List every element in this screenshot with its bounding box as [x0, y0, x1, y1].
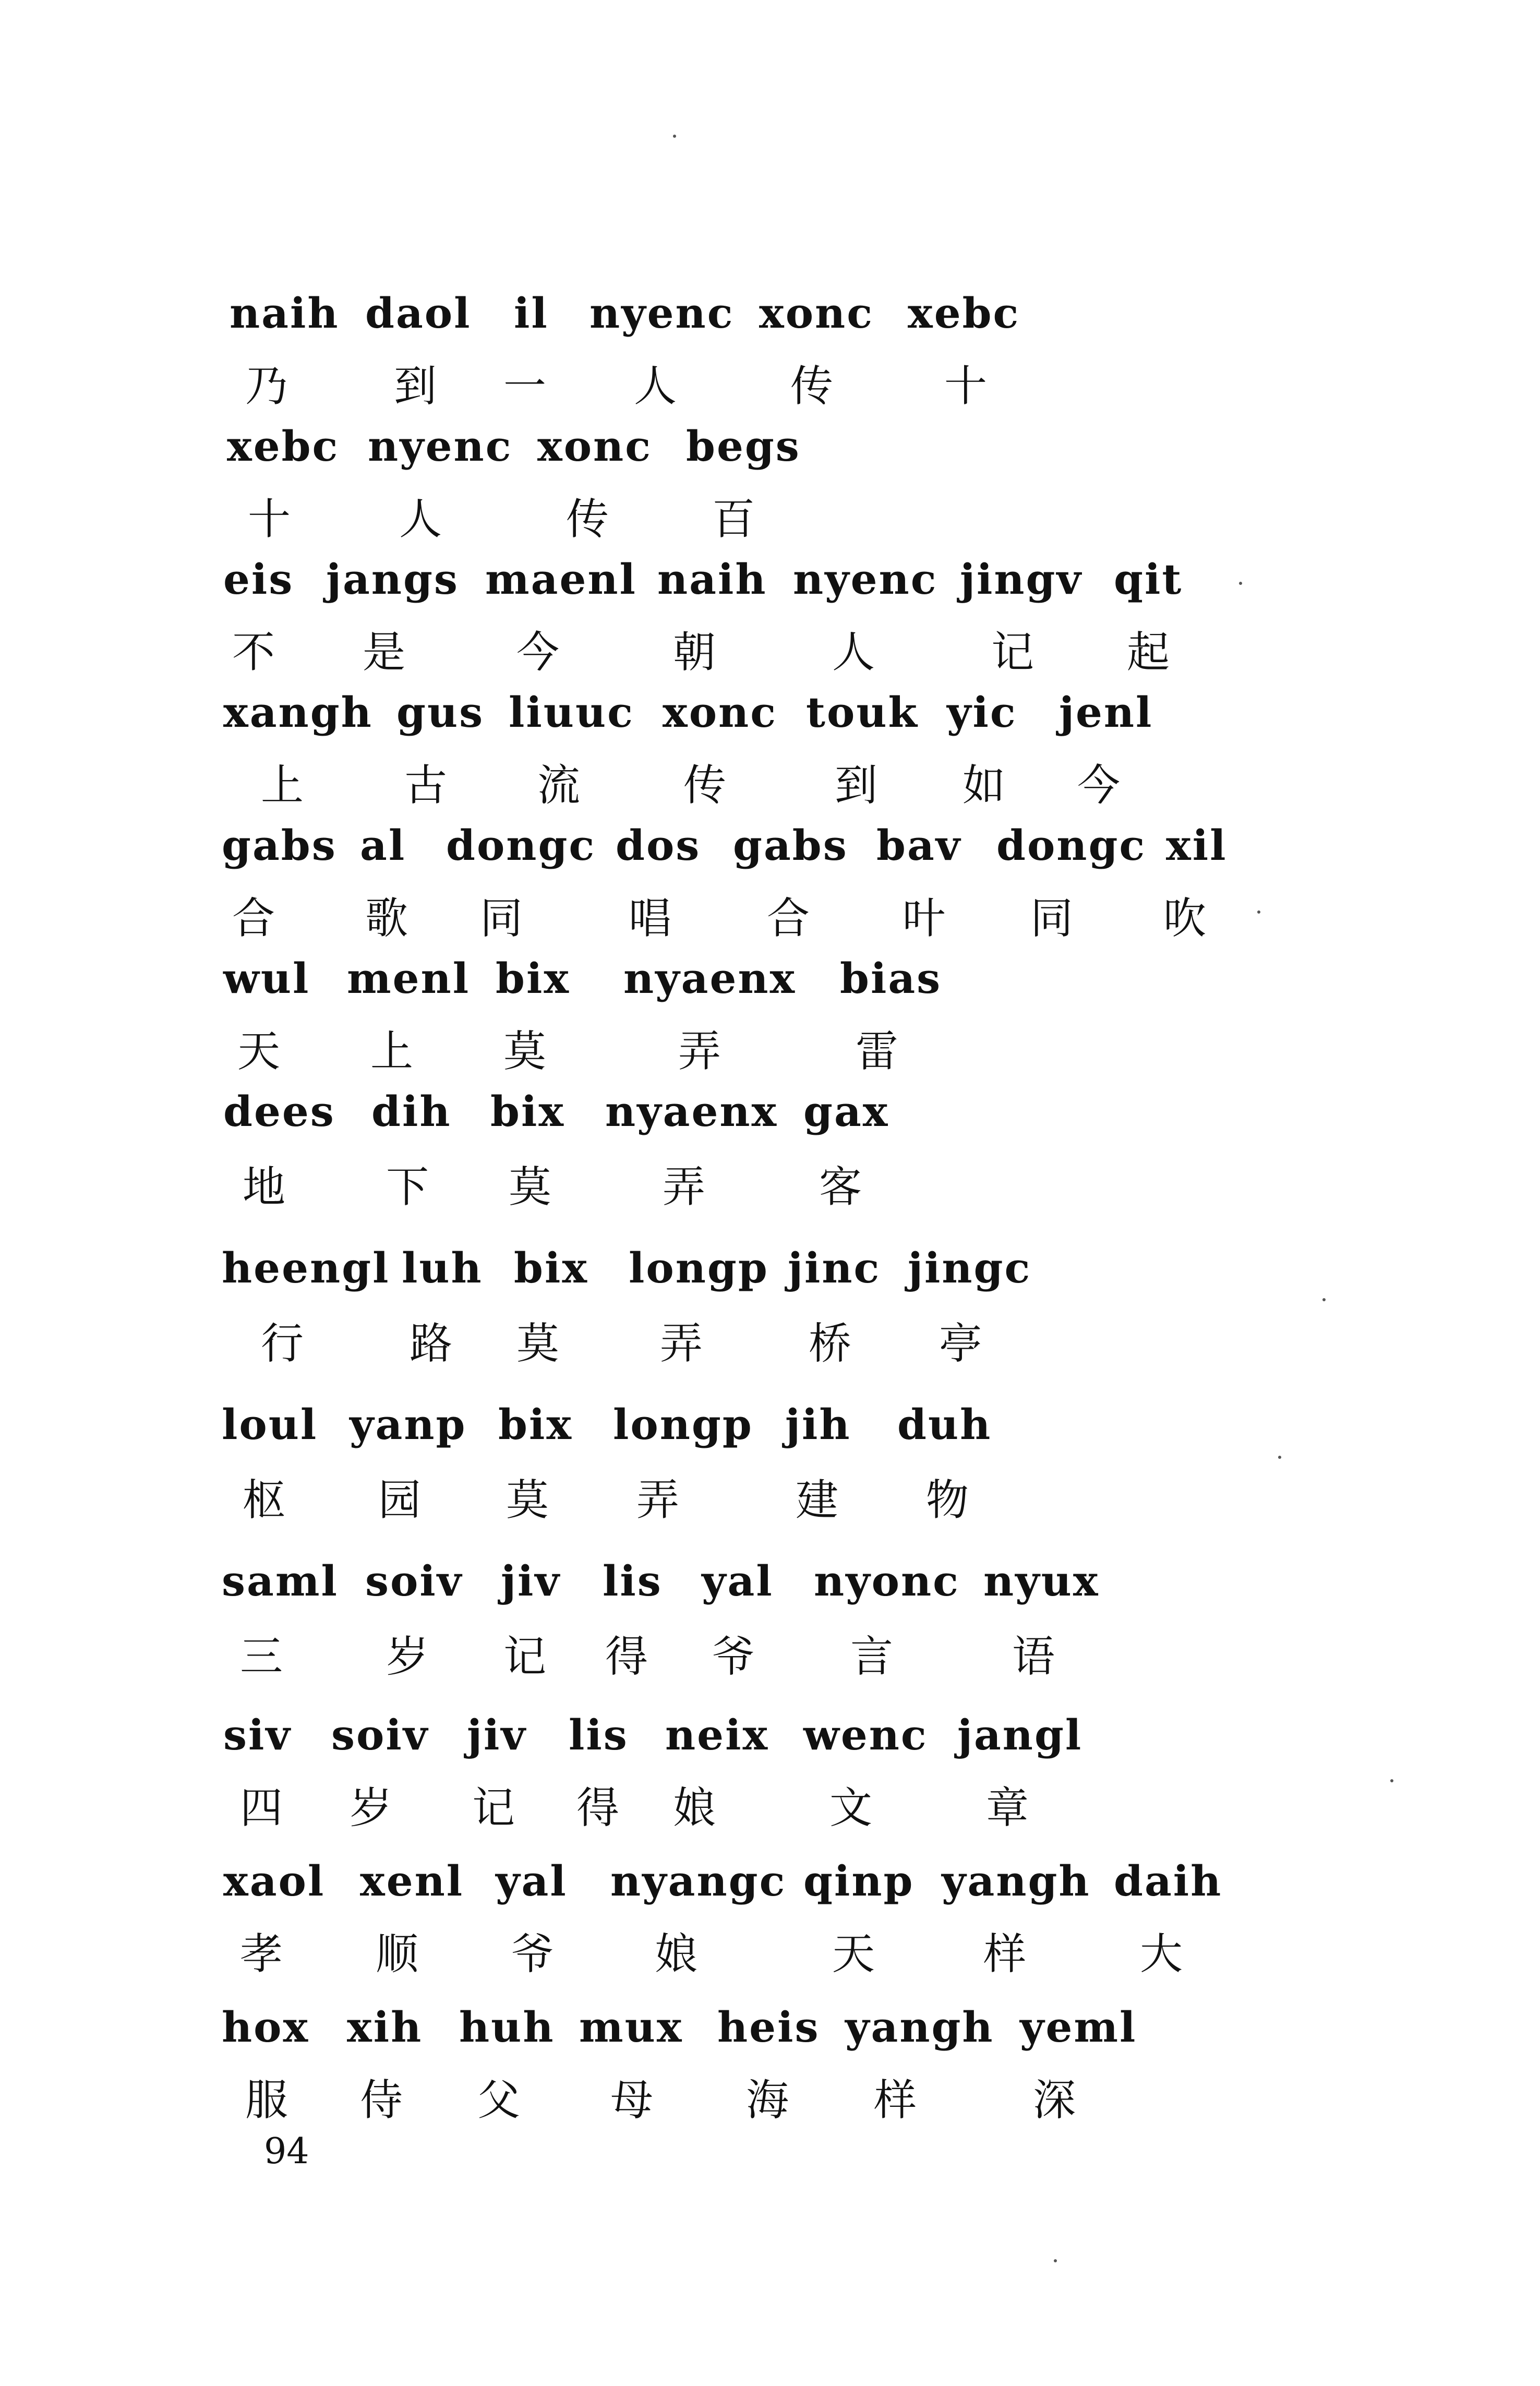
chinese-character: 同 — [480, 894, 523, 943]
romanized-word: naih — [230, 289, 340, 338]
chinese-character: 记 — [472, 1783, 515, 1833]
romanized-word: jiv — [501, 1556, 561, 1605]
romanized-word: nyaenx — [623, 954, 797, 1003]
romanized-word: dongc — [446, 821, 596, 870]
chinese-character: 莫 — [506, 1476, 549, 1525]
chinese-character: 深 — [1033, 2076, 1076, 2125]
romanized-word: bix — [496, 954, 571, 1003]
chinese-character: 一 — [503, 362, 547, 411]
chinese-character: 朝 — [673, 628, 716, 677]
romanized-word: wul — [223, 954, 310, 1003]
chinese-character: 同 — [1030, 894, 1074, 943]
chinese-character: 今 — [1077, 761, 1121, 810]
chinese-character: 样 — [983, 1929, 1027, 1979]
chinese-character: 园 — [378, 1476, 422, 1525]
romanized-word: il — [514, 289, 549, 338]
chinese-character: 人 — [634, 362, 677, 411]
romanized-word: bix — [490, 1087, 566, 1136]
chinese-character: 娘 — [655, 1929, 698, 1979]
chinese-character: 章 — [986, 1783, 1029, 1833]
chinese-character: 流 — [537, 761, 581, 810]
romanized-word: xonc — [663, 688, 777, 737]
romanized-word: nyenc — [793, 555, 938, 604]
chinese-character: 合 — [232, 894, 275, 943]
chinese-character: 记 — [503, 1632, 547, 1682]
chinese-character: 弄 — [636, 1476, 680, 1525]
romanized-word: heengl — [222, 1243, 390, 1292]
chinese-character: 到 — [835, 761, 878, 810]
chinese-character: 路 — [410, 1319, 453, 1369]
chinese-character: 不 — [232, 628, 275, 677]
romanized-word: gus — [396, 688, 485, 737]
romanized-word: lis — [603, 1556, 663, 1605]
romanized-word: nyangc — [610, 1856, 787, 1905]
chinese-character: 莫 — [509, 1162, 552, 1212]
chinese-character: 海 — [746, 2076, 789, 2125]
chinese-character: 岁 — [386, 1632, 429, 1682]
chinese-character: 样 — [874, 2076, 917, 2125]
chinese-character: 文 — [829, 1783, 873, 1833]
chinese-character: 人 — [399, 495, 442, 544]
romanized-word: dongc — [996, 821, 1147, 870]
romanized-word: jangl — [957, 1710, 1083, 1759]
romanized-word: maenl — [485, 555, 637, 604]
romanized-word: luh — [402, 1243, 483, 1292]
chinese-character: 是 — [363, 628, 406, 677]
romanized-word: jih — [785, 1400, 851, 1449]
chinese-character: 吹 — [1163, 894, 1207, 943]
chinese-character: 传 — [683, 761, 727, 810]
chinese-character: 唱 — [629, 894, 672, 943]
romanized-word: daih — [1114, 1856, 1223, 1905]
romanized-word: xonc — [537, 422, 652, 471]
chinese-character: 客 — [819, 1162, 862, 1212]
scan-speck — [1054, 2259, 1057, 2262]
romanized-word: al — [360, 821, 406, 870]
chinese-character: 弄 — [660, 1319, 703, 1369]
chinese-character: 孝 — [240, 1929, 283, 1979]
chinese-character: 言 — [850, 1632, 894, 1682]
romanized-word: longp — [629, 1243, 769, 1292]
romanized-word: loul — [222, 1400, 318, 1449]
chinese-character: 上 — [261, 761, 304, 810]
chinese-character: 莫 — [516, 1319, 560, 1369]
romanized-word: gax — [803, 1087, 889, 1136]
romanized-word: jinc — [788, 1243, 881, 1292]
chinese-character: 莫 — [503, 1027, 547, 1076]
chinese-character: 语 — [1012, 1632, 1055, 1682]
chinese-character: 得 — [605, 1632, 648, 1682]
romanized-word: soiv — [331, 1710, 429, 1759]
romanized-word: bix — [498, 1400, 573, 1449]
chinese-character: 亭 — [939, 1319, 982, 1369]
scan-speck — [1322, 1298, 1326, 1301]
scan-speck — [1239, 582, 1242, 585]
romanized-word: dos — [616, 821, 701, 870]
scan-speck — [1257, 910, 1260, 914]
romanized-word: jingc — [908, 1243, 1032, 1292]
romanized-word: nyux — [983, 1556, 1100, 1605]
chinese-character: 地 — [243, 1162, 286, 1212]
chinese-character: 桥 — [809, 1319, 852, 1369]
chinese-character: 顺 — [376, 1929, 419, 1979]
romanized-word: nyaenx — [605, 1087, 778, 1136]
chinese-character: 娘 — [673, 1783, 716, 1833]
chinese-character: 乃 — [245, 362, 288, 411]
chinese-character: 下 — [386, 1162, 429, 1212]
romanized-word: hox — [222, 2003, 310, 2052]
romanized-word: nyenc — [589, 289, 735, 338]
romanized-word: jenl — [1059, 688, 1153, 737]
chinese-character: 传 — [566, 495, 609, 544]
chinese-character: 行 — [261, 1319, 304, 1369]
chinese-character: 母 — [610, 2076, 654, 2125]
chinese-character: 记 — [991, 628, 1034, 677]
romanized-word: nyenc — [368, 422, 513, 471]
romanized-word: xebc — [227, 422, 340, 471]
romanized-word: longp — [613, 1400, 753, 1449]
chinese-character: 古 — [404, 761, 448, 810]
chinese-character: 父 — [477, 2076, 521, 2125]
chinese-character: 百 — [712, 495, 755, 544]
chinese-character: 雷 — [856, 1027, 899, 1076]
romanized-word: xenl — [360, 1856, 464, 1905]
scan-speck — [673, 135, 676, 138]
chinese-character: 大 — [1140, 1929, 1183, 1979]
romanized-word: qinp — [803, 1856, 915, 1905]
romanized-word: saml — [222, 1556, 339, 1605]
romanized-word: bias — [840, 954, 942, 1003]
chinese-character: 建 — [796, 1476, 839, 1525]
chinese-character: 上 — [370, 1027, 414, 1076]
chinese-character: 今 — [516, 628, 560, 677]
chinese-character: 如 — [962, 761, 1006, 810]
romanized-word: liuuc — [509, 688, 634, 737]
romanized-word: xonc — [759, 289, 874, 338]
chinese-character: 爷 — [511, 1929, 555, 1979]
chinese-character: 爷 — [712, 1632, 755, 1682]
romanized-word: yangh — [845, 2003, 994, 2052]
romanized-word: eis — [223, 555, 294, 604]
chinese-character: 物 — [926, 1476, 969, 1525]
romanized-word: duh — [897, 1400, 992, 1449]
chinese-character: 弄 — [663, 1162, 706, 1212]
chinese-character: 得 — [576, 1783, 620, 1833]
romanized-word: touk — [806, 688, 919, 737]
chinese-character: 四 — [240, 1783, 283, 1833]
romanized-word: dees — [223, 1087, 335, 1136]
romanized-word: huh — [459, 2003, 555, 2052]
romanized-word: jingv — [960, 555, 1082, 604]
chinese-character: 天 — [832, 1929, 875, 1979]
romanized-word: neix — [665, 1710, 769, 1759]
romanized-word: yic — [947, 688, 1017, 737]
romanized-word: bix — [514, 1243, 589, 1292]
chinese-character: 传 — [790, 362, 834, 411]
romanized-word: xih — [347, 2003, 423, 2052]
romanized-word: qit — [1114, 555, 1183, 604]
chinese-character: 三 — [240, 1632, 283, 1682]
chinese-character: 到 — [394, 362, 437, 411]
romanized-word: yal — [496, 1856, 568, 1905]
romanized-word: xangh — [223, 688, 373, 737]
romanized-word: xil — [1166, 821, 1228, 870]
romanized-word: gabs — [222, 821, 337, 870]
romanized-word: wenc — [803, 1710, 928, 1759]
romanized-word: naih — [657, 555, 767, 604]
chinese-character: 侍 — [360, 2076, 403, 2125]
chinese-character: 叶 — [903, 894, 946, 943]
chinese-character: 天 — [237, 1027, 281, 1076]
chinese-character: 合 — [767, 894, 810, 943]
chinese-character: 人 — [832, 628, 875, 677]
romanized-word: siv — [223, 1710, 292, 1759]
romanized-word: yangh — [942, 1856, 1091, 1905]
page-number: 94 — [264, 2131, 309, 2172]
romanized-word: nyonc — [814, 1556, 960, 1605]
romanized-word: jiv — [467, 1710, 527, 1759]
romanized-word: dih — [371, 1087, 452, 1136]
scan-speck — [1278, 1456, 1281, 1459]
romanized-word: xaol — [223, 1856, 326, 1905]
romanized-word: soiv — [365, 1556, 463, 1605]
chinese-character: 服 — [245, 2076, 288, 2125]
romanized-word: menl — [347, 954, 471, 1003]
chinese-character: 岁 — [350, 1783, 393, 1833]
romanized-word: daol — [365, 289, 472, 338]
romanized-word: jangs — [326, 555, 459, 604]
romanized-word: yal — [702, 1556, 774, 1605]
chinese-character: 十 — [248, 495, 291, 544]
chinese-character: 弄 — [678, 1027, 721, 1076]
scan-speck — [1390, 1779, 1393, 1782]
chinese-character: 枢 — [243, 1476, 286, 1525]
romanized-word: mux — [579, 2003, 683, 2052]
chinese-character: 起 — [1127, 628, 1170, 677]
chinese-character: 歌 — [365, 894, 408, 943]
romanized-word: yeml — [1020, 2003, 1137, 2052]
romanized-word: yanp — [350, 1400, 467, 1449]
romanized-word: gabs — [733, 821, 848, 870]
romanized-word: heis — [717, 2003, 820, 2052]
romanized-word: xebc — [908, 289, 1020, 338]
romanized-word: bav — [876, 821, 962, 870]
chinese-character: 十 — [944, 362, 988, 411]
romanized-word: begs — [686, 422, 801, 471]
romanized-word: lis — [569, 1710, 629, 1759]
